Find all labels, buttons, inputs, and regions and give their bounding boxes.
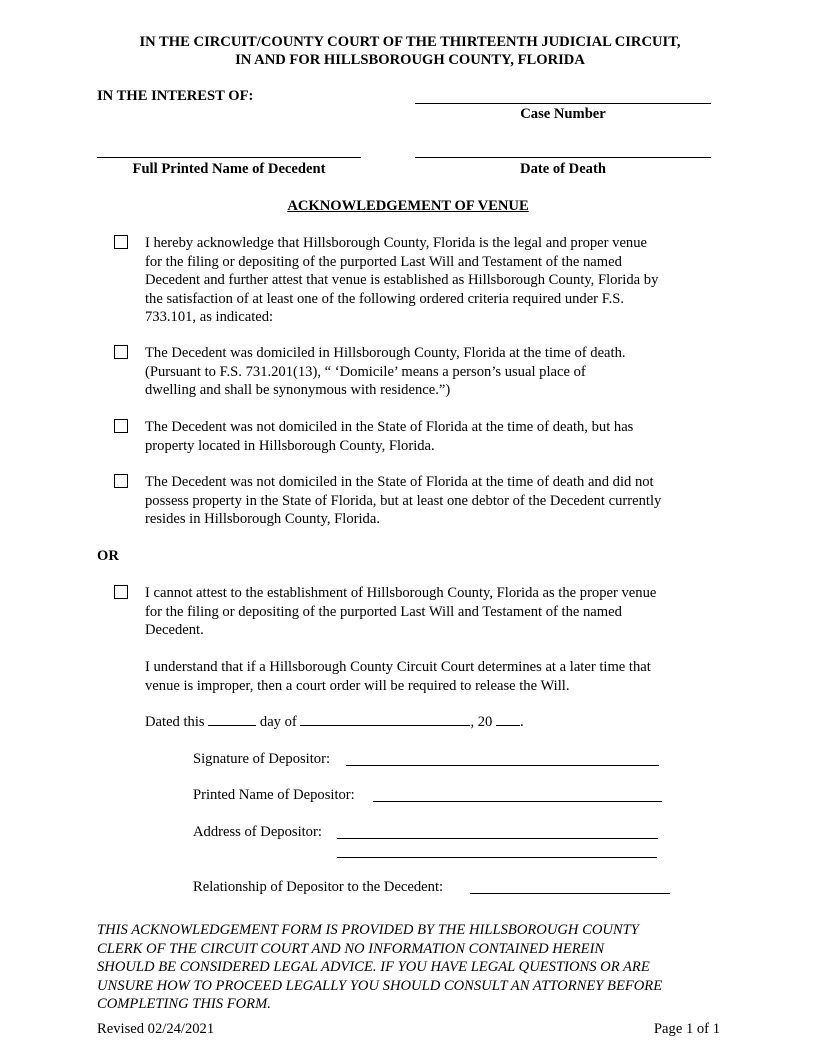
text-line: I understand that if a Hillsborough County Circuit Court determines at a later time that: [145, 659, 651, 675]
domiciled-checkbox[interactable]: [114, 345, 128, 359]
text-line: I cannot attest to the establishment of Hillsborough County, Florida as the proper venue: [145, 585, 657, 601]
text-line: Decedent.: [145, 622, 204, 639]
signature-label: Signature of Depositor:: [193, 751, 330, 767]
text-line: Decedent and further attest that venue is established as Hillsborough County, Florida by: [145, 272, 659, 289]
disclaimer-line: COMPLETING THIS FORM.: [97, 996, 271, 1012]
page-number: Page 1 of 1: [653, 1021, 720, 1037]
revised-date: Revised 02/24/2021: [97, 1021, 215, 1037]
address-line-1[interactable]: [337, 838, 658, 839]
text-line: resides in Hillsborough County, Florida.: [145, 511, 380, 528]
text-line: I hereby acknowledge that Hillsborough County, Florida is the legal and proper venue: [145, 235, 648, 251]
debtor-text: [145, 473, 725, 529]
printed-name-label: Printed Name of Depositor:: [193, 787, 355, 803]
disclaimer-line: CLERK OF THE CIRCUIT COURT AND NO INFORMATION CONTAINED HEREIN: [97, 940, 605, 957]
disclaimer: [97, 921, 737, 1014]
decedent-name-label: Full Printed Name of Decedent: [132, 161, 326, 177]
signature-line[interactable]: [346, 765, 659, 766]
interest-label: IN THE INTEREST OF:: [97, 88, 254, 104]
relationship-label: Relationship of Depositor to the Decedent:: [193, 879, 444, 895]
debtor-checkbox[interactable]: [114, 474, 128, 488]
address-label: Address of Depositor:: [193, 824, 322, 840]
acknowledge-text: [145, 234, 725, 327]
printed-name-line[interactable]: [373, 801, 662, 802]
text-line: venue is improper, then a court order will be required to release the Will.: [145, 677, 570, 694]
year-blank[interactable]: [496, 713, 520, 726]
day-of-label: day of: [259, 714, 297, 730]
cannot-attest-text: [145, 584, 725, 640]
year-prefix: , 20: [470, 714, 493, 730]
case-number-label: Case Number: [520, 106, 606, 122]
day-blank[interactable]: [208, 713, 256, 726]
text-line: The Decedent was not domiciled in the State of Florida at the time of death, but has: [145, 419, 634, 435]
property-text: [145, 418, 725, 455]
dated-prefix: Dated this: [145, 714, 205, 730]
text-line: possess property in the State of Florida, but at least one debtor of the Decedent currently: [145, 492, 662, 509]
dated-end: .: [520, 714, 524, 730]
or-label: OR: [97, 548, 119, 564]
form-title: ACKNOWLEDGEMENT OF VENUE: [287, 198, 529, 214]
text-line: for the filing or depositing of the purported Last Will and Testament of the named: [145, 253, 622, 270]
understand-text: [145, 658, 725, 695]
cannot-attest-checkbox[interactable]: [114, 585, 128, 599]
date-of-death-label: Date of Death: [520, 161, 606, 177]
text-line: 733.101, as indicated:: [145, 309, 274, 326]
disclaimer-line: SHOULD BE CONSIDERED LEGAL ADVICE. IF YOU HAVE LEGAL QUESTIONS OR ARE: [97, 959, 650, 975]
text-line: The Decedent was domiciled in Hillsborough County, Florida at the time of death.: [145, 345, 626, 361]
text-line: the satisfaction of at least one of the following ordered criteria required under F.S.: [145, 290, 625, 307]
month-blank[interactable]: [300, 713, 470, 726]
relationship-line[interactable]: [470, 893, 670, 894]
disclaimer-line: UNSURE HOW TO PROCEED LEGALLY YOU SHOULD CONSULT AN ATTORNEY BEFORE: [97, 977, 663, 994]
court-header: [60, 33, 760, 69]
acknowledge-checkbox[interactable]: [114, 235, 128, 249]
text-line: dwelling and shall be synonymous with residence.”): [145, 382, 451, 399]
text-line: for the filing or depositing of the purported Last Will and Testament of the named: [145, 603, 622, 620]
court-line-1: IN THE CIRCUIT/COUNTY COURT OF THE THIRTEENTH JUDICIAL CIRCUIT,: [139, 34, 681, 50]
text-line: (Pursuant to F.S. 731.201(13), “ ‘Domicile’ means a person’s usual place of: [145, 363, 586, 380]
disclaimer-line: THIS ACKNOWLEDGEMENT FORM IS PROVIDED BY THE HILLSBOROUGH COUNTY: [97, 922, 639, 938]
property-checkbox[interactable]: [114, 419, 128, 433]
text-line: property located in Hillsborough County, Florida.: [145, 437, 435, 454]
domiciled-text: [145, 344, 725, 400]
case-number-line[interactable]: [415, 103, 711, 104]
decedent-name-line[interactable]: [97, 157, 361, 158]
dated-line: [145, 713, 524, 731]
court-line-2: IN AND FOR HILLSBOROUGH COUNTY, FLORIDA: [235, 52, 585, 68]
text-line: The Decedent was not domiciled in the State of Florida at the time of death and did not: [145, 474, 654, 490]
date-of-death-line[interactable]: [415, 157, 711, 158]
address-line-2[interactable]: [337, 857, 657, 858]
